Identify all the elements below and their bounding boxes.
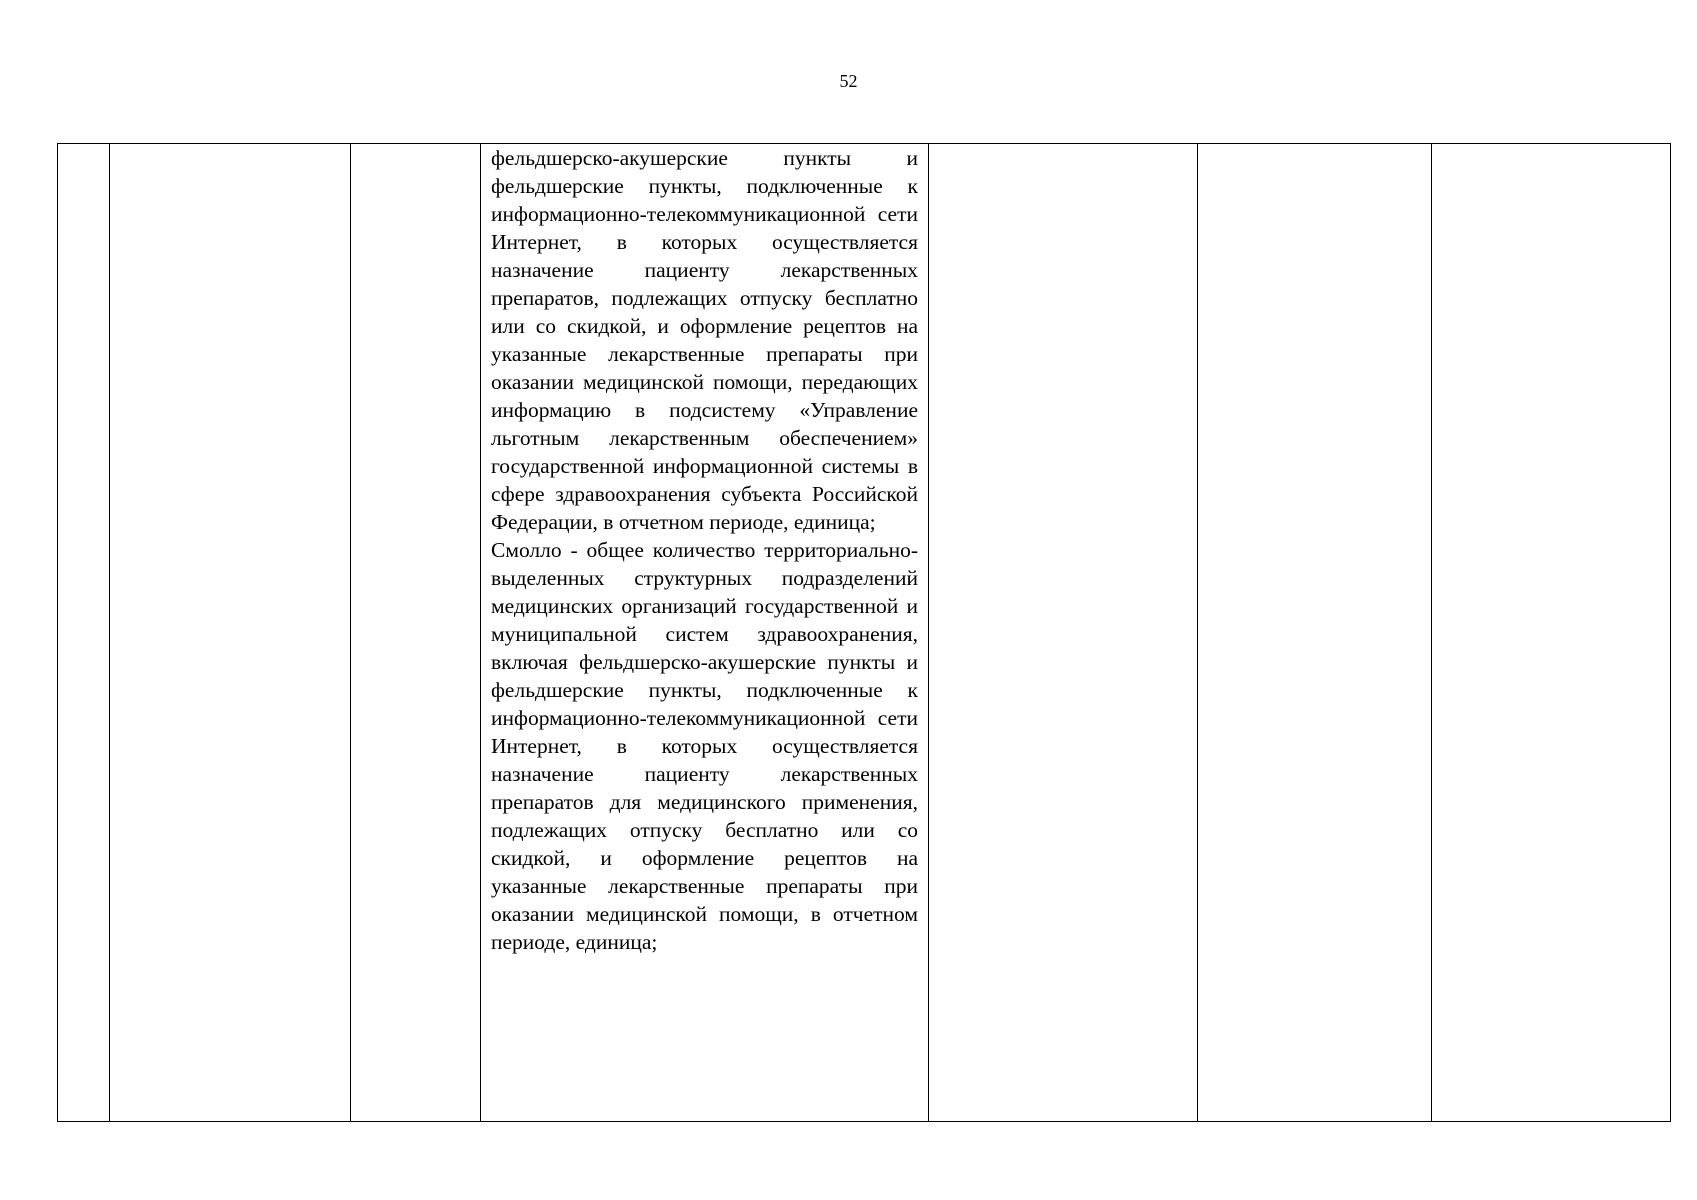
table-cell-col-3 (351, 144, 481, 1122)
table-cell-col-5 (929, 144, 1198, 1122)
table-cell-col-1 (58, 144, 110, 1122)
cell-paragraph-continuation: фельдшерско-акушерские пункты и фельдшерские пункты, подключенные к информационно-телекоммуникационной сети Интернет, в которых осуществляется назначение пациенту лекарственных препаратов, подлежащих отпуску бесплатно или со скидкой, и оформление рецептов на указанные лекарственные препараты при оказании медицинской помощи, передающих информацию в подсистему «Управление льготным лекарственным обеспечением» государственной информационной системы в сфере здравоохранения субъекта Российской Федерации, в отчетном периоде, единица; (491, 146, 918, 534)
table-cell-col-6 (1198, 144, 1432, 1122)
table-cell-col-4 (481, 144, 929, 1122)
page-number: 52 (839, 71, 858, 91)
table-row (58, 144, 1671, 1122)
cell-paragraph-smollo-definition: Смолло - общее количество территориально-выделенных структурных подразделений медицинских организаций государственной и муниципальной систем здравоохранения, включая фельдшерско-акушерские пункты и фельдшерские пункты, подключенные к информационно-телекоммуникационной сети Интернет, в которых осуществляется назначение пациенту лекарственных препаратов для медицинского применения, подлежащих отпуску бесплатно или со скидкой, и оформление рецептов на указанные лекарственные препараты при оказании медицинской помощи, в отчетном периоде, единица; (491, 538, 918, 954)
table-cell-col-7 (1432, 144, 1671, 1122)
document-table (57, 143, 1671, 1122)
table-cell-col-2 (110, 144, 351, 1122)
